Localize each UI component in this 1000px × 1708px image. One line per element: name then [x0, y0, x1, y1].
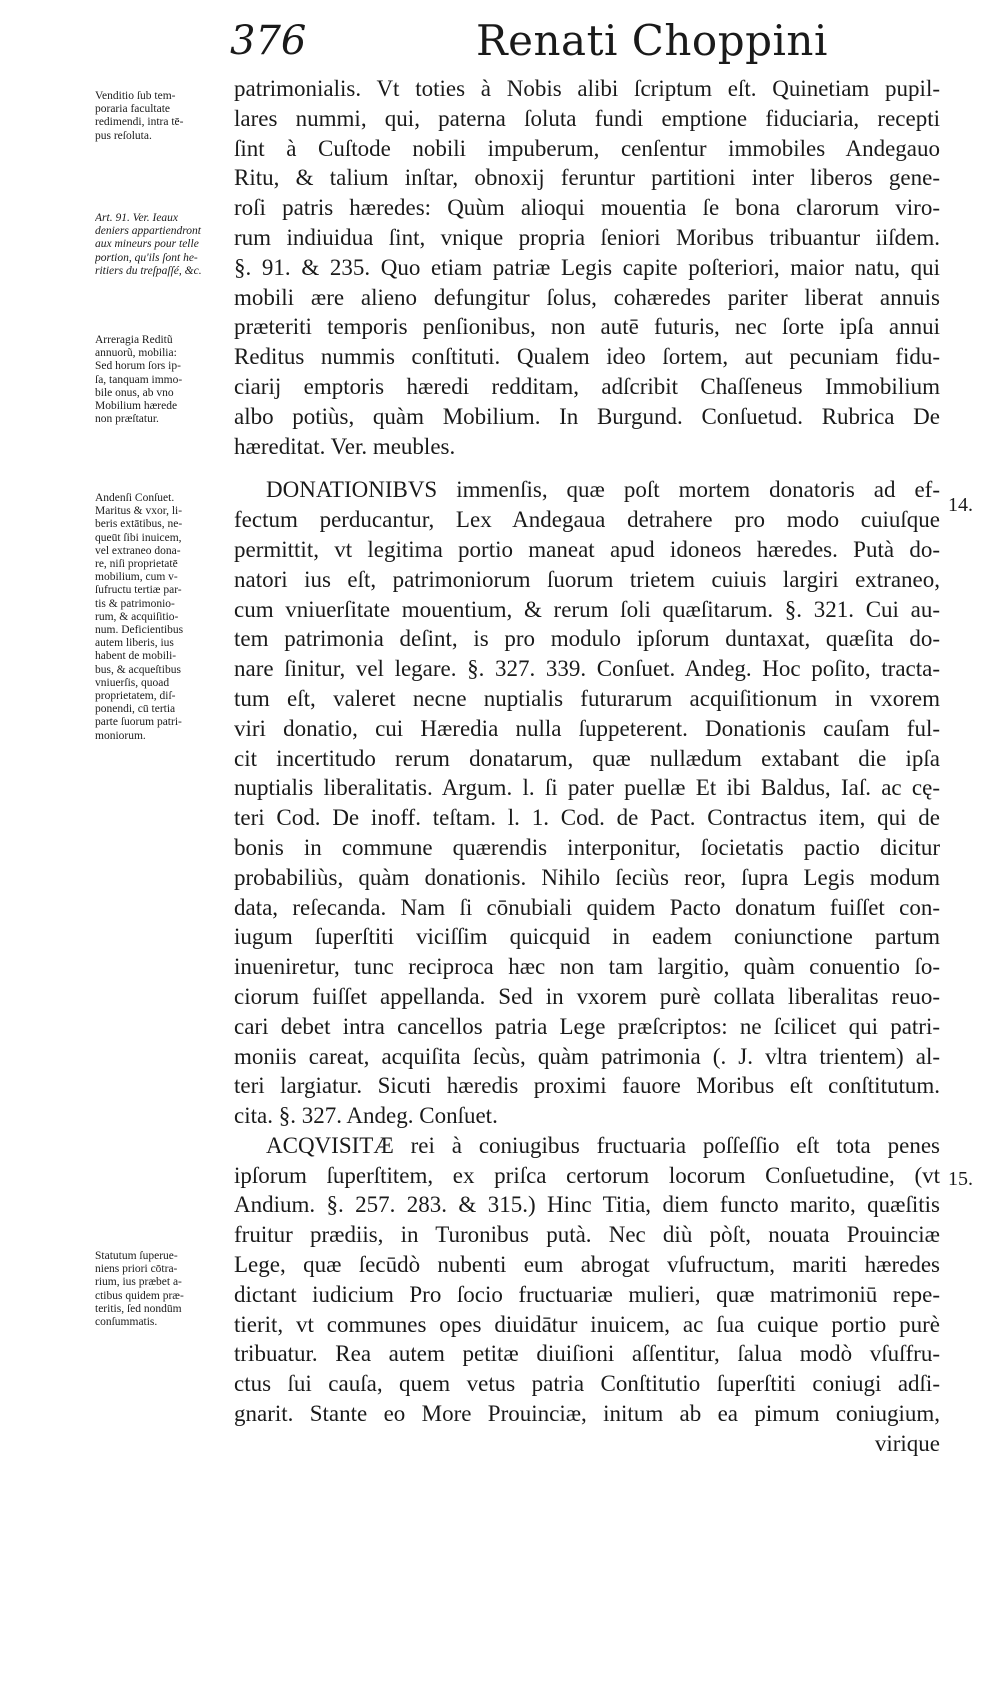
margin-note-line: tis & patrimonio-: [95, 597, 175, 610]
body-line: Reditus nummis conſtituti. Qualem ideo ſortem, aut pecuniam fidu-: [234, 344, 940, 370]
margin-note-line: Statutum ſuperue-: [95, 1250, 178, 1262]
margin-note: [95, 334, 227, 426]
body-line: §. 91. & 235. Quo etiam patriæ Legis capite poſteriori, maior natu, qui: [234, 254, 940, 280]
body-line: ciorum fuiſſet appellanda. Sed in vxorem purè collata liberalitas reuo-: [234, 983, 940, 1009]
margin-note-line: poraria facultate: [95, 103, 171, 116]
body-line: tribuatur. Rea autem petitæ diuiſioni aſſentitur, ſalua modò vſuſfru-: [234, 1341, 940, 1367]
body-line: cita. §. 327. Andeg. Conſuet.: [234, 1103, 498, 1129]
margin-note-line: vniuerſis, quoad: [95, 676, 170, 689]
body-line: permittit, vt legitima portio maneat apud idoneos hæredes. Putà do-: [234, 536, 940, 562]
body-line: moniis careat, acquiſita ſecùs, quàm patrimonia (. J. vltra trientem) al-: [234, 1043, 940, 1069]
catchword: virique: [874, 1430, 940, 1456]
body-text: [234, 74, 940, 1459]
margin-note-line: autem liberis, ius: [95, 637, 174, 650]
margin-note-line: habent de mobili-: [95, 650, 177, 663]
body-line: iugum ſuperſtiti viciſſim quicquid in eadem coniunctione partum: [234, 924, 940, 950]
body-line: tem patrimonia deſint, is pro modulo ipſorum duntaxat, quæſita do-: [234, 626, 940, 652]
body-line: patrimonialis. Vt toties à Nobis alibi ſcriptum eſt. Quinetiam pupil-: [234, 76, 940, 101]
body-line: nare ſinitur, vel legare. §. 327. 339. Conſuet. Andeg. Hoc poſito, tracta-: [234, 656, 940, 682]
margin-note-line: Sed horum ſors ip-: [95, 360, 181, 373]
body-line: DONATIONIBVS immenſis, quæ poſt mortem donatoris ad ef-: [266, 477, 940, 503]
margin-note-line: Arreragia Reditũ: [95, 334, 173, 346]
section-number: 15.: [948, 1168, 973, 1190]
body-line: cit incertitudo rerum donatarum, quæ nullædum extabant die ipſa: [234, 745, 940, 771]
body-line: ipſorum ſuperſtitem, ex priſca certorum locorum Conſuetudine, (vt: [234, 1162, 940, 1188]
body-line: cum vniuerſitate mouentium, & rerum ſoli quæſitarum. §. 321. Cui au-: [234, 596, 940, 622]
margin-note-line: queūt ſibi inuicem,: [95, 531, 182, 544]
body-line: Ritu, & talium inſtar, obnoxij feruntur partitioni inter liberos gene-: [234, 165, 940, 191]
margin-note: [95, 90, 227, 143]
margin-note-line: Art. 91. Ver. Ieaux: [95, 212, 179, 224]
margin-note: [95, 492, 227, 743]
page-number: 376: [230, 18, 307, 64]
margin-note-line: num. Deficientibus: [95, 624, 184, 637]
body-line: ciarij emptoris hæredi redditam, adſcribit Chaſſeneus Immobilium: [234, 373, 940, 399]
body-line: tierit, vt communes opes diuidātur inuicem, ac ſua cuique portio purè: [234, 1311, 940, 1337]
margin-note-line: pus reſoluta.: [95, 129, 152, 142]
margin-note-line: aux mineurs pour telle: [95, 238, 199, 251]
margin-note-line: Andenſi Conſuet.: [95, 492, 175, 504]
body-line: viri donatio, cui Hæredia nulla ſuppeterent. Donationis cauſam ful-: [234, 715, 940, 741]
body-line: teri largiatur. Sicuti hæredis proximi fauore Moribus eſt conſtitutum.: [234, 1073, 940, 1099]
margin-note-line: ponendi, cū tertia: [95, 703, 176, 716]
body-line: fruitur prædiis, in Turonibus putà. Nec diù pòſt, nouata Prouinciæ: [234, 1222, 940, 1248]
body-line: natori ius eſt, patrimoniorum ſuorum trietem cuiuis largiri extraneo,: [234, 566, 940, 592]
body-line: rum indiuidua ſint, vnique propria ſeniori Moribus tribuantur iiſdem.: [234, 224, 940, 250]
body-line: præteriti temporis penſionibus, non autē futuris, nec ſorte ipſa annui: [234, 314, 940, 340]
margin-note-line: rium, ius præbet a-: [95, 1276, 182, 1289]
body-line: roſi patris hæredes: Quùm alioqui mouentia ſe bona clarorum viro-: [234, 195, 940, 221]
body-line: ACQVISITÆ rei à coniugibus fructuaria poſſeſſio eſt tota penes: [266, 1132, 940, 1158]
body-line: gnarit. Stante eo More Prouinciæ, initum ab ea pimum coniugium,: [234, 1401, 940, 1427]
body-line: data, reſecanda. Nam ſi cōnubiali quidem Pacto donatum fuiſſet con-: [234, 894, 940, 920]
body-line: teri Cod. De inoff. teſtam. l. 1. Cod. de Pact. Contractus item, qui de: [234, 805, 940, 831]
margin-note: [95, 1250, 227, 1329]
margin-note: [95, 212, 227, 278]
body-line: Andium. §. 257. 283. & 315.) Hinc Titia, diem functo marito, quæſitis: [234, 1192, 940, 1218]
section-number: 14.: [948, 494, 973, 516]
body-line: ſint à Cuſtode nobili impuberum, cenſentur immobiles Andegauo: [234, 135, 940, 161]
margin-note-line: Venditio ſub tem-: [95, 90, 176, 102]
margin-note-line: teritis, ſed nondūm: [95, 1302, 182, 1315]
margin-note-line: Maritus & vxor, li-: [95, 505, 183, 518]
margin-note-line: redimendi, intra tē-: [95, 116, 184, 129]
body-line: tum eſt, valeret necne nuptialis futurarum acquiſitionum in vxorem: [234, 685, 940, 711]
body-line: mobili ære alieno defungitur ſolus, cohæredes pariter liberat annuis: [234, 284, 940, 310]
body-line: bonis in commune quærendis interponitur, ſocietatis pactio dicitur: [234, 834, 940, 860]
margin-note-line: rum, & acquiſitio-: [95, 610, 179, 623]
body-line: probabiliùs, quàm donationis. Nihilo ſeciùs reor, ſupra Legis modum: [234, 864, 940, 890]
margin-note-line: ſufructu tertiæ par-: [95, 584, 182, 597]
margin-note-line: beris extātibus, ne-: [95, 518, 183, 531]
body-line: ctus ſui cauſa, quem vetus patria Conſtitutio ſuperſtiti coniugi adſi-: [234, 1371, 940, 1397]
margin-note-line: vel extraneo dona-: [95, 544, 181, 557]
margin-note-line: ſa, tanquam immo-: [95, 373, 183, 386]
margin-note-line: Mobilium hærede: [95, 400, 178, 413]
margin-note-line: deniers appartiendront: [95, 225, 201, 238]
margin-note-line: annuorũ, mobilia:: [95, 347, 177, 360]
body-line: cari debet intra cancellos patria Lege præſcriptos: ne ſcilicet qui patri-: [234, 1013, 940, 1039]
margin-note-line: moniorum.: [95, 729, 146, 742]
margin-note-line: niens priori cōtra-: [95, 1263, 178, 1276]
body-line: lares nummi, qui, paterna ſoluta fundi emptione fiduciaria, recepti: [234, 105, 940, 131]
margin-note-line: mobilium, cum v-: [95, 571, 178, 584]
margin-note-line: bus, & acqueſtibus: [95, 663, 181, 676]
margin-note-line: bile onus, ab vno: [95, 386, 174, 399]
body-line: albo potiùs, quàm Mobilium. In Burgund. Conſuetud. Rubrica De: [234, 403, 940, 429]
margin-note-line: non præſtatur.: [95, 413, 159, 426]
body-line: hæreditat. Ver. meubles.: [234, 433, 456, 459]
body-line: fectum perducantur, Lex Andegaua detrahere pro modo cuiuſque: [234, 507, 940, 533]
body-line: nuptialis liberalitatis. Argum. l. ſi pater puellæ Et ibi Baldus, Iaſ. ac cę-: [234, 775, 940, 801]
margin-note-line: proprietatem, diſ-: [95, 690, 176, 703]
margin-note-line: ctibus quidem præ-: [95, 1289, 184, 1302]
margin-note-line: conſummatis.: [95, 1316, 158, 1329]
margin-note-line: re, niſi proprietatē: [95, 558, 178, 571]
margin-note-line: parte ſuorum patri-: [95, 716, 182, 729]
body-line: Lege, quæ ſecūdò nubenti eum abrogat vſufructum, mariti hæredes: [234, 1252, 940, 1278]
body-line: dictant iudicium Pro ſocio fructuariæ mulieri, quæ matrimoniū repe-: [234, 1281, 940, 1307]
body-line: inueniretur, tunc reciproca hæc non tam largitio, quàm conuentio ſo-: [234, 954, 940, 980]
margin-note-line: ritiers du treſpaſſé, &c.: [95, 264, 202, 277]
running-head: Renati Choppini: [476, 16, 828, 65]
margin-note-line: portion, qu'ils ſont he-: [95, 251, 198, 264]
